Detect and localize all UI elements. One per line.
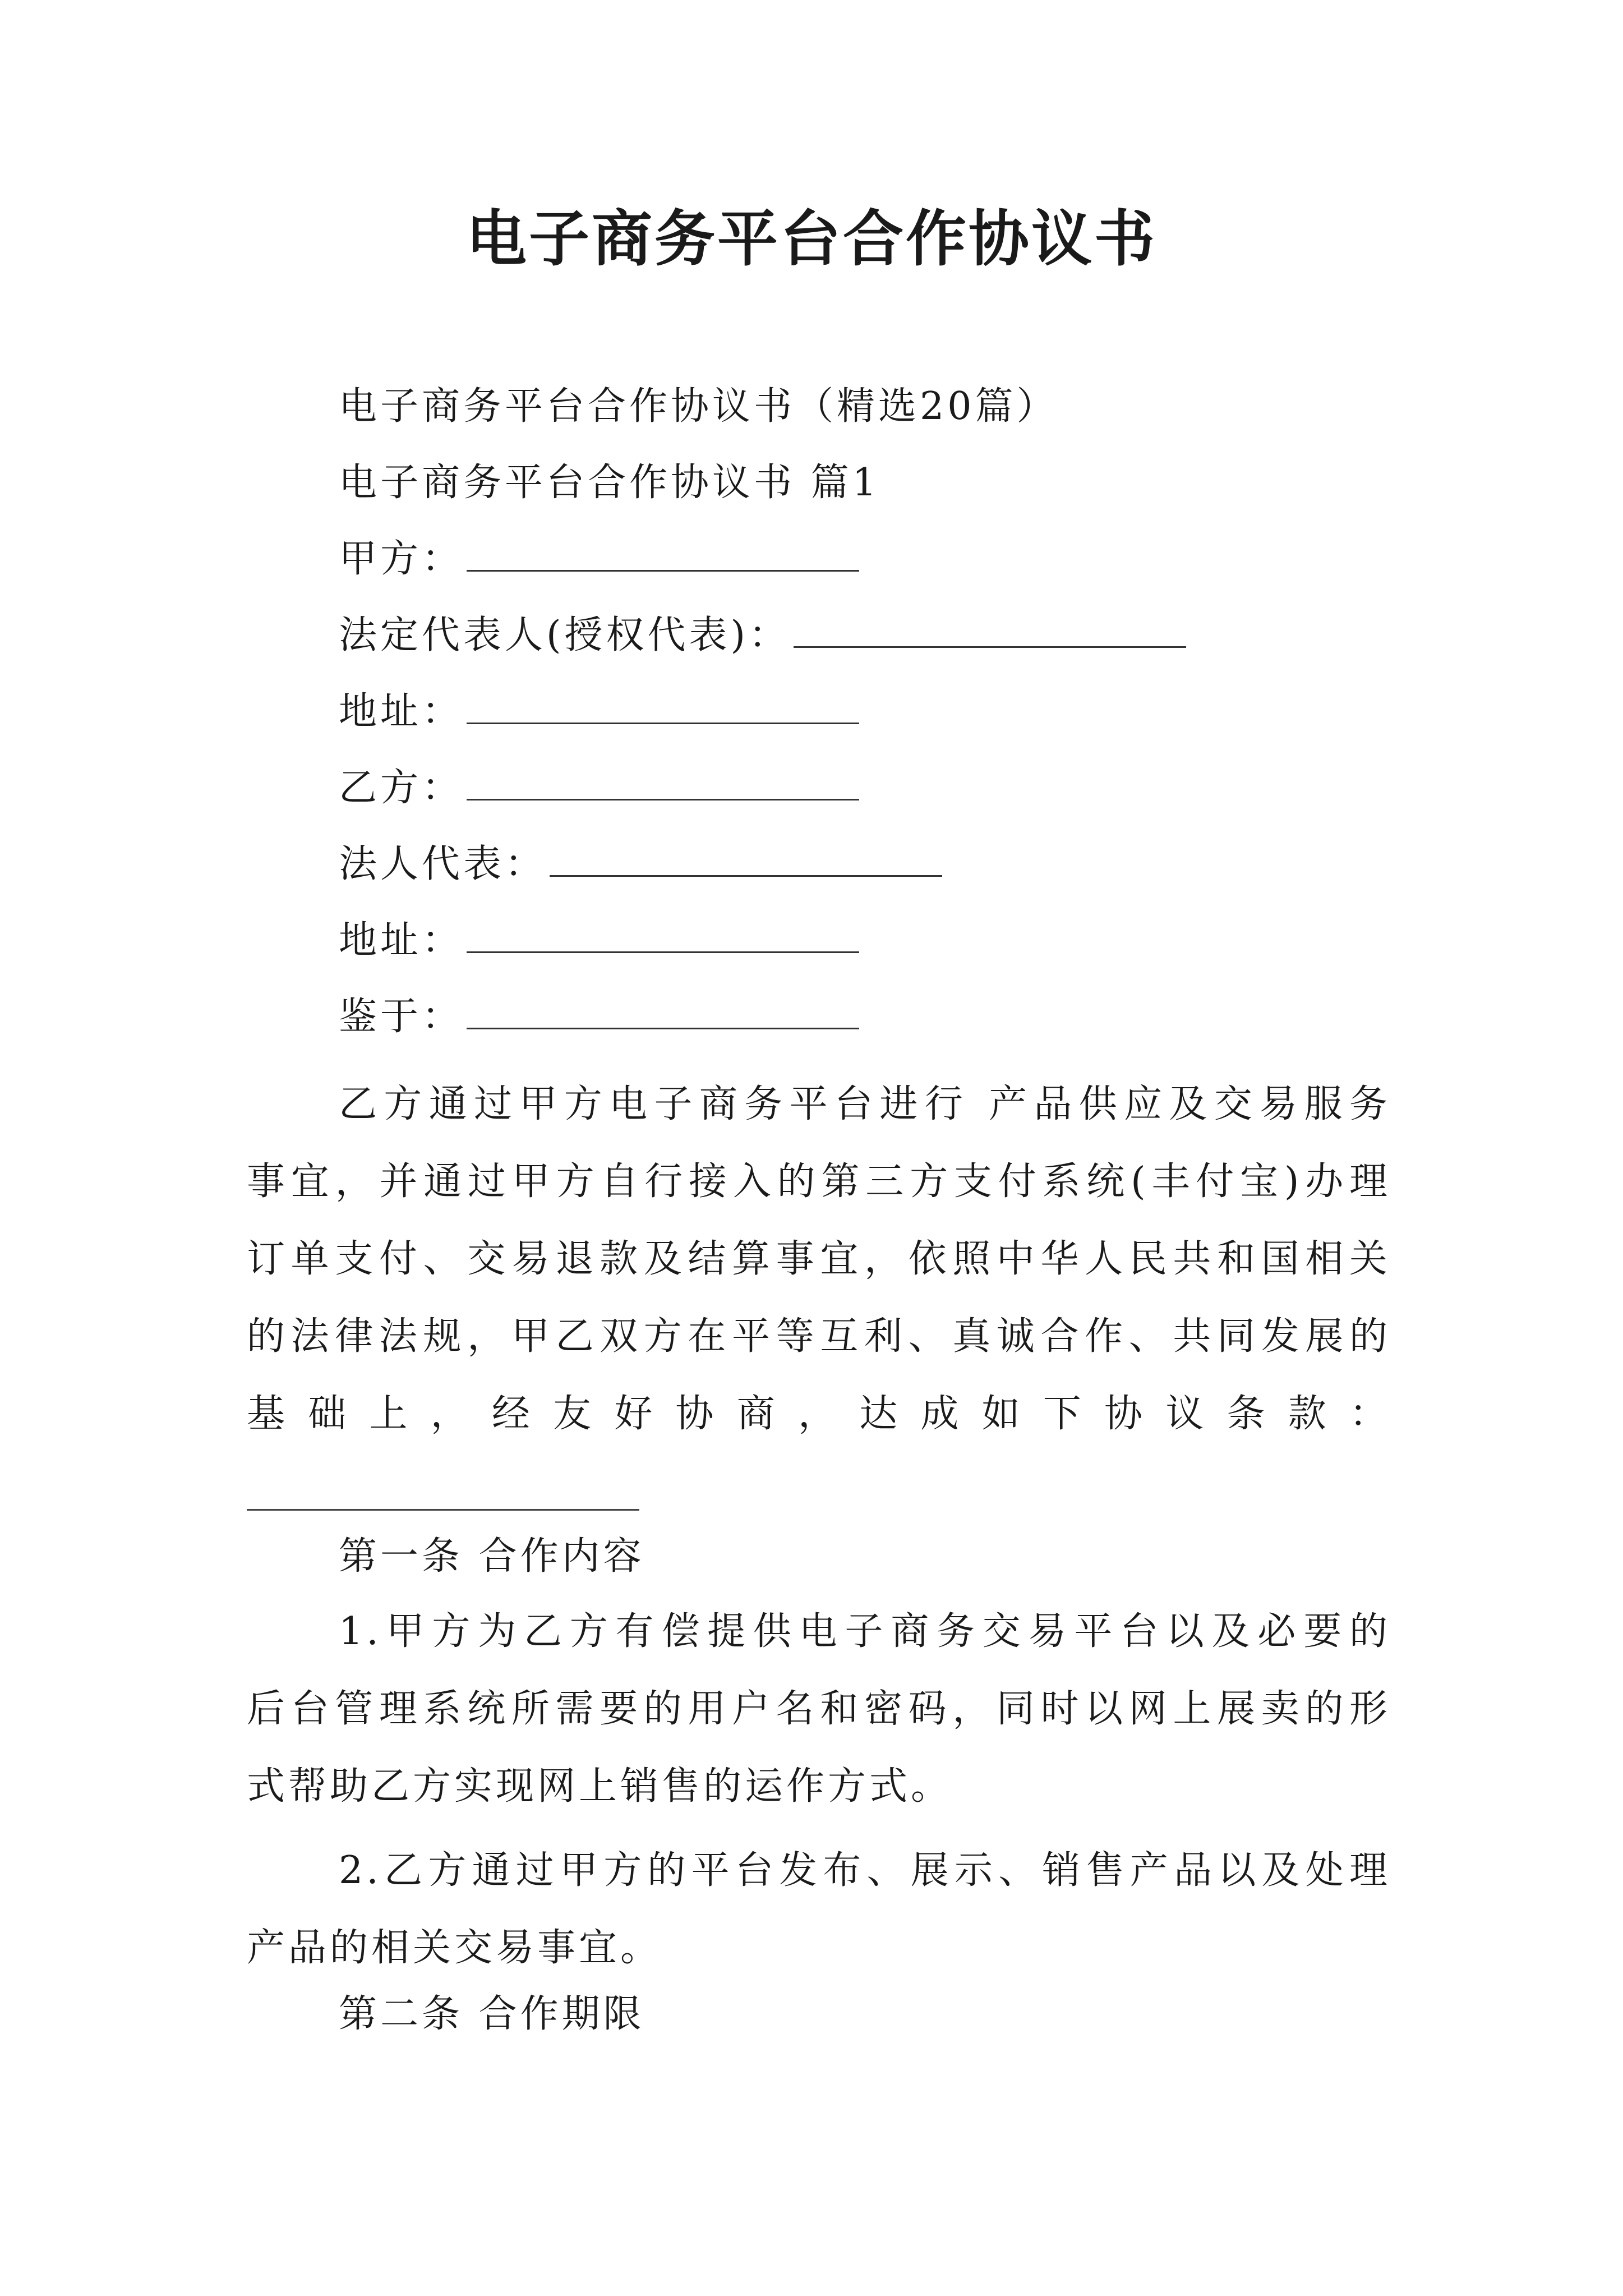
address-b-blank [467, 918, 859, 953]
separator-line [247, 1509, 639, 1511]
article-2-heading: 第二条 合作期限 [339, 1992, 645, 2036]
article-1-item-1 [247, 1593, 1391, 1825]
address-a-field [339, 687, 859, 737]
legal-rep-authorized-blank [794, 613, 1186, 648]
intro-line: 事宜，并通过甲方自行接入的第三方支付系统(丰付宝)办理 [247, 1159, 1391, 1204]
address-b-field [339, 915, 859, 966]
whereas-field [339, 992, 859, 1042]
party-a-label: 甲方： [339, 537, 464, 581]
whereas-blank [467, 994, 859, 1029]
legal-rep-authorized-label: 法定代表人(授权代表)： [339, 613, 791, 657]
legal-rep-authorized-field [339, 610, 1186, 661]
article-1-item-1-line: 式帮助乙方实现网上销售的运作方式。 [247, 1764, 953, 1809]
article-1-item-1-line: 后台管理系统所需要的用户名和密码，同时以网上展卖的形 [247, 1687, 1391, 1731]
legal-rep-blank [550, 841, 942, 877]
document-title: 电子商务平台合作协议书 [465, 204, 1157, 274]
whereas-label: 鉴于： [339, 995, 464, 1039]
chapter-heading: 电子商务平台合作协议书 篇1 [339, 461, 880, 505]
intro-paragraph [247, 1066, 1391, 1453]
intro-line: 的法律法规，甲乙双方在平等互利、真诚合作、共同发展的 [247, 1314, 1391, 1359]
party-b-blank [467, 765, 859, 800]
intro-line: 乙方通过甲方电子商务平台进行 产品供应及交易服务 [339, 1082, 1391, 1126]
address-a-blank [467, 689, 859, 724]
legal-rep-field [339, 839, 942, 890]
intro-line: 订单支付、交易退款及结算事宜，依照中华人民共和国相关 [247, 1237, 1391, 1281]
legal-rep-label: 法人代表： [339, 842, 547, 886]
article-1-heading: 第一条 合作内容 [339, 1534, 645, 1579]
article-1-item-2 [247, 1832, 1391, 1987]
party-a-field [339, 534, 859, 585]
article-1-item-2-line: 2.乙方通过甲方的平台发布、展示、销售产品以及处理 [339, 1848, 1391, 1893]
party-b-label: 乙方： [339, 766, 464, 810]
article-1-item-1-line: 1.甲方为乙方有偿提供电子商务交易平台以及必要的 [339, 1609, 1391, 1654]
address-b-label: 地址： [339, 918, 464, 963]
document-subtitle: 电子商务平台合作协议书（精选20篇） [339, 384, 1058, 429]
address-a-label: 地址： [339, 689, 464, 734]
party-a-blank [467, 536, 859, 572]
party-b-field [339, 763, 859, 813]
intro-line: 基础上，经友好协商，达成如下协议条款： [247, 1392, 1391, 1436]
article-1-item-2-line: 产品的相关交易事宜。 [247, 1926, 662, 1970]
